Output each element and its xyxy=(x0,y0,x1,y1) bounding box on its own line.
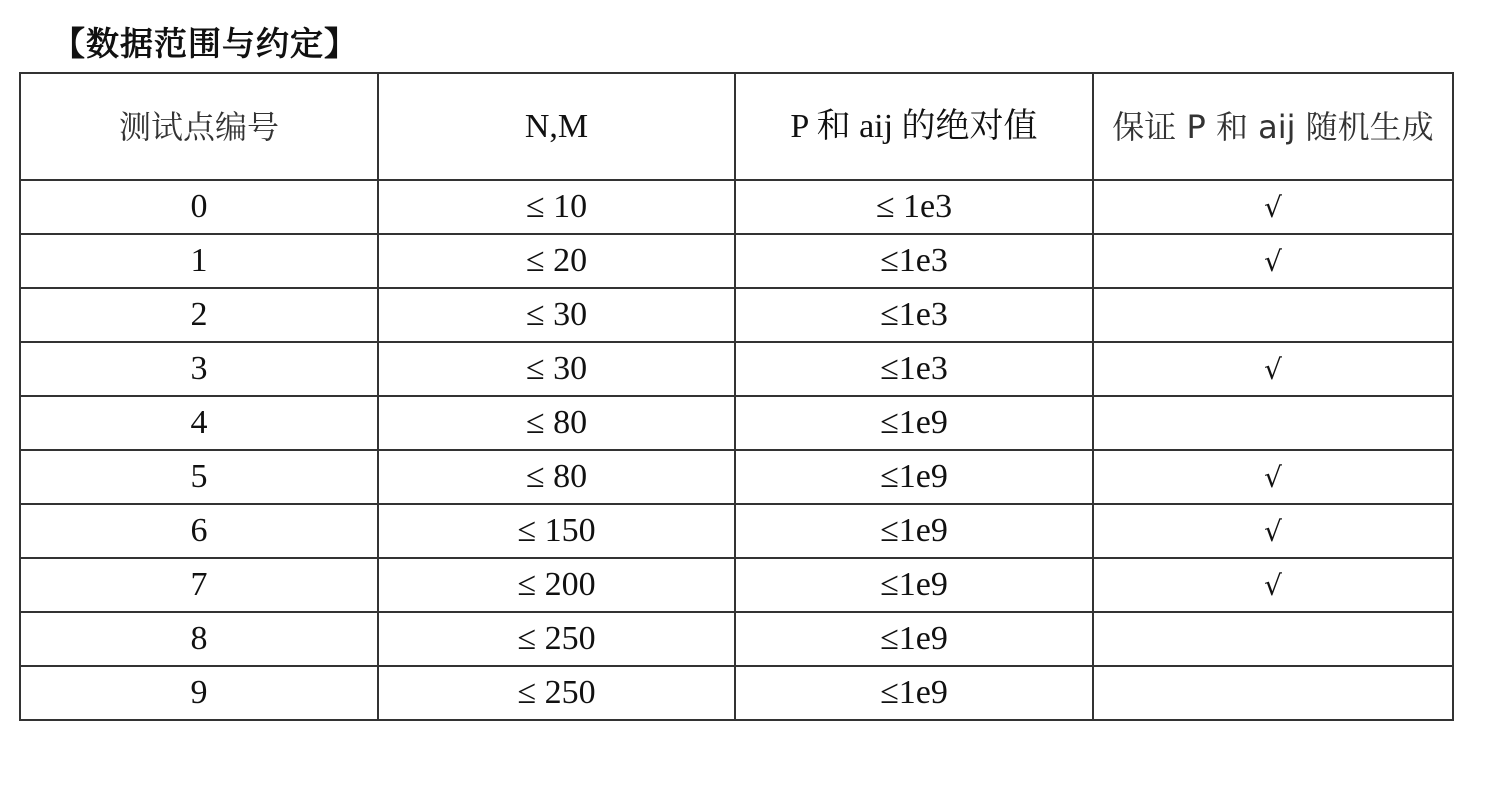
check-mark-icon: √ xyxy=(1264,460,1282,494)
cell-n-m: ≤ 80 xyxy=(378,396,735,450)
cell-test-id: 6 xyxy=(20,504,378,558)
check-mark-icon: √ xyxy=(1264,514,1282,548)
cell-abs-value: ≤1e3 xyxy=(735,288,1093,342)
cell-random xyxy=(1093,288,1453,342)
cell-abs-value: ≤1e9 xyxy=(735,558,1093,612)
cell-n-m: ≤ 30 xyxy=(378,342,735,396)
cell-test-id: 9 xyxy=(20,666,378,720)
cell-abs-value: ≤1e3 xyxy=(735,234,1093,288)
cell-n-m: ≤ 10 xyxy=(378,180,735,234)
check-mark-icon: √ xyxy=(1264,352,1282,386)
cell-n-m: ≤ 250 xyxy=(378,666,735,720)
data-range-table xyxy=(19,72,1454,721)
cell-random xyxy=(1093,180,1453,234)
cell-n-m: ≤ 20 xyxy=(378,234,735,288)
cell-n-m: ≤ 150 xyxy=(378,504,735,558)
cell-random xyxy=(1093,342,1453,396)
cell-abs-value: ≤1e9 xyxy=(735,666,1093,720)
cell-random xyxy=(1093,558,1453,612)
table-row xyxy=(20,612,1453,666)
cell-test-id: 5 xyxy=(20,450,378,504)
header-test-case-id: 测试点编号 xyxy=(20,73,378,180)
section-title: 【数据范围与约定】 xyxy=(52,24,358,63)
check-mark-icon: √ xyxy=(1264,244,1282,278)
check-mark-icon: √ xyxy=(1264,190,1282,224)
cell-random xyxy=(1093,396,1453,450)
table-row xyxy=(20,396,1453,450)
cell-random xyxy=(1093,666,1453,720)
table-row xyxy=(20,666,1453,720)
table-row xyxy=(20,234,1453,288)
table-row xyxy=(20,342,1453,396)
cell-n-m: ≤ 250 xyxy=(378,612,735,666)
cell-abs-value: ≤ 1e3 xyxy=(735,180,1093,234)
header-abs-value: P 和 aij 的绝对值 xyxy=(735,73,1093,180)
header-random-guarantee: 保证 P 和 aij 随机生成 xyxy=(1093,73,1453,180)
table-row xyxy=(20,450,1453,504)
cell-abs-value: ≤1e9 xyxy=(735,450,1093,504)
cell-abs-value: ≤1e9 xyxy=(735,396,1093,450)
header-n-m: N,M xyxy=(378,73,735,180)
table-row xyxy=(20,558,1453,612)
cell-test-id: 4 xyxy=(20,396,378,450)
table-row xyxy=(20,180,1453,234)
cell-random xyxy=(1093,504,1453,558)
cell-test-id: 8 xyxy=(20,612,378,666)
cell-n-m: ≤ 80 xyxy=(378,450,735,504)
cell-test-id: 2 xyxy=(20,288,378,342)
cell-random xyxy=(1093,450,1453,504)
cell-n-m: ≤ 200 xyxy=(378,558,735,612)
table-row xyxy=(20,288,1453,342)
cell-abs-value: ≤1e9 xyxy=(735,612,1093,666)
cell-test-id: 7 xyxy=(20,558,378,612)
cell-n-m: ≤ 30 xyxy=(378,288,735,342)
cell-test-id: 3 xyxy=(20,342,378,396)
table-row xyxy=(20,504,1453,558)
cell-random xyxy=(1093,234,1453,288)
cell-test-id: 0 xyxy=(20,180,378,234)
table-header-row xyxy=(20,73,1453,180)
cell-test-id: 1 xyxy=(20,234,378,288)
cell-abs-value: ≤1e9 xyxy=(735,504,1093,558)
cell-abs-value: ≤1e3 xyxy=(735,342,1093,396)
check-mark-icon: √ xyxy=(1264,568,1282,602)
cell-random xyxy=(1093,612,1453,666)
